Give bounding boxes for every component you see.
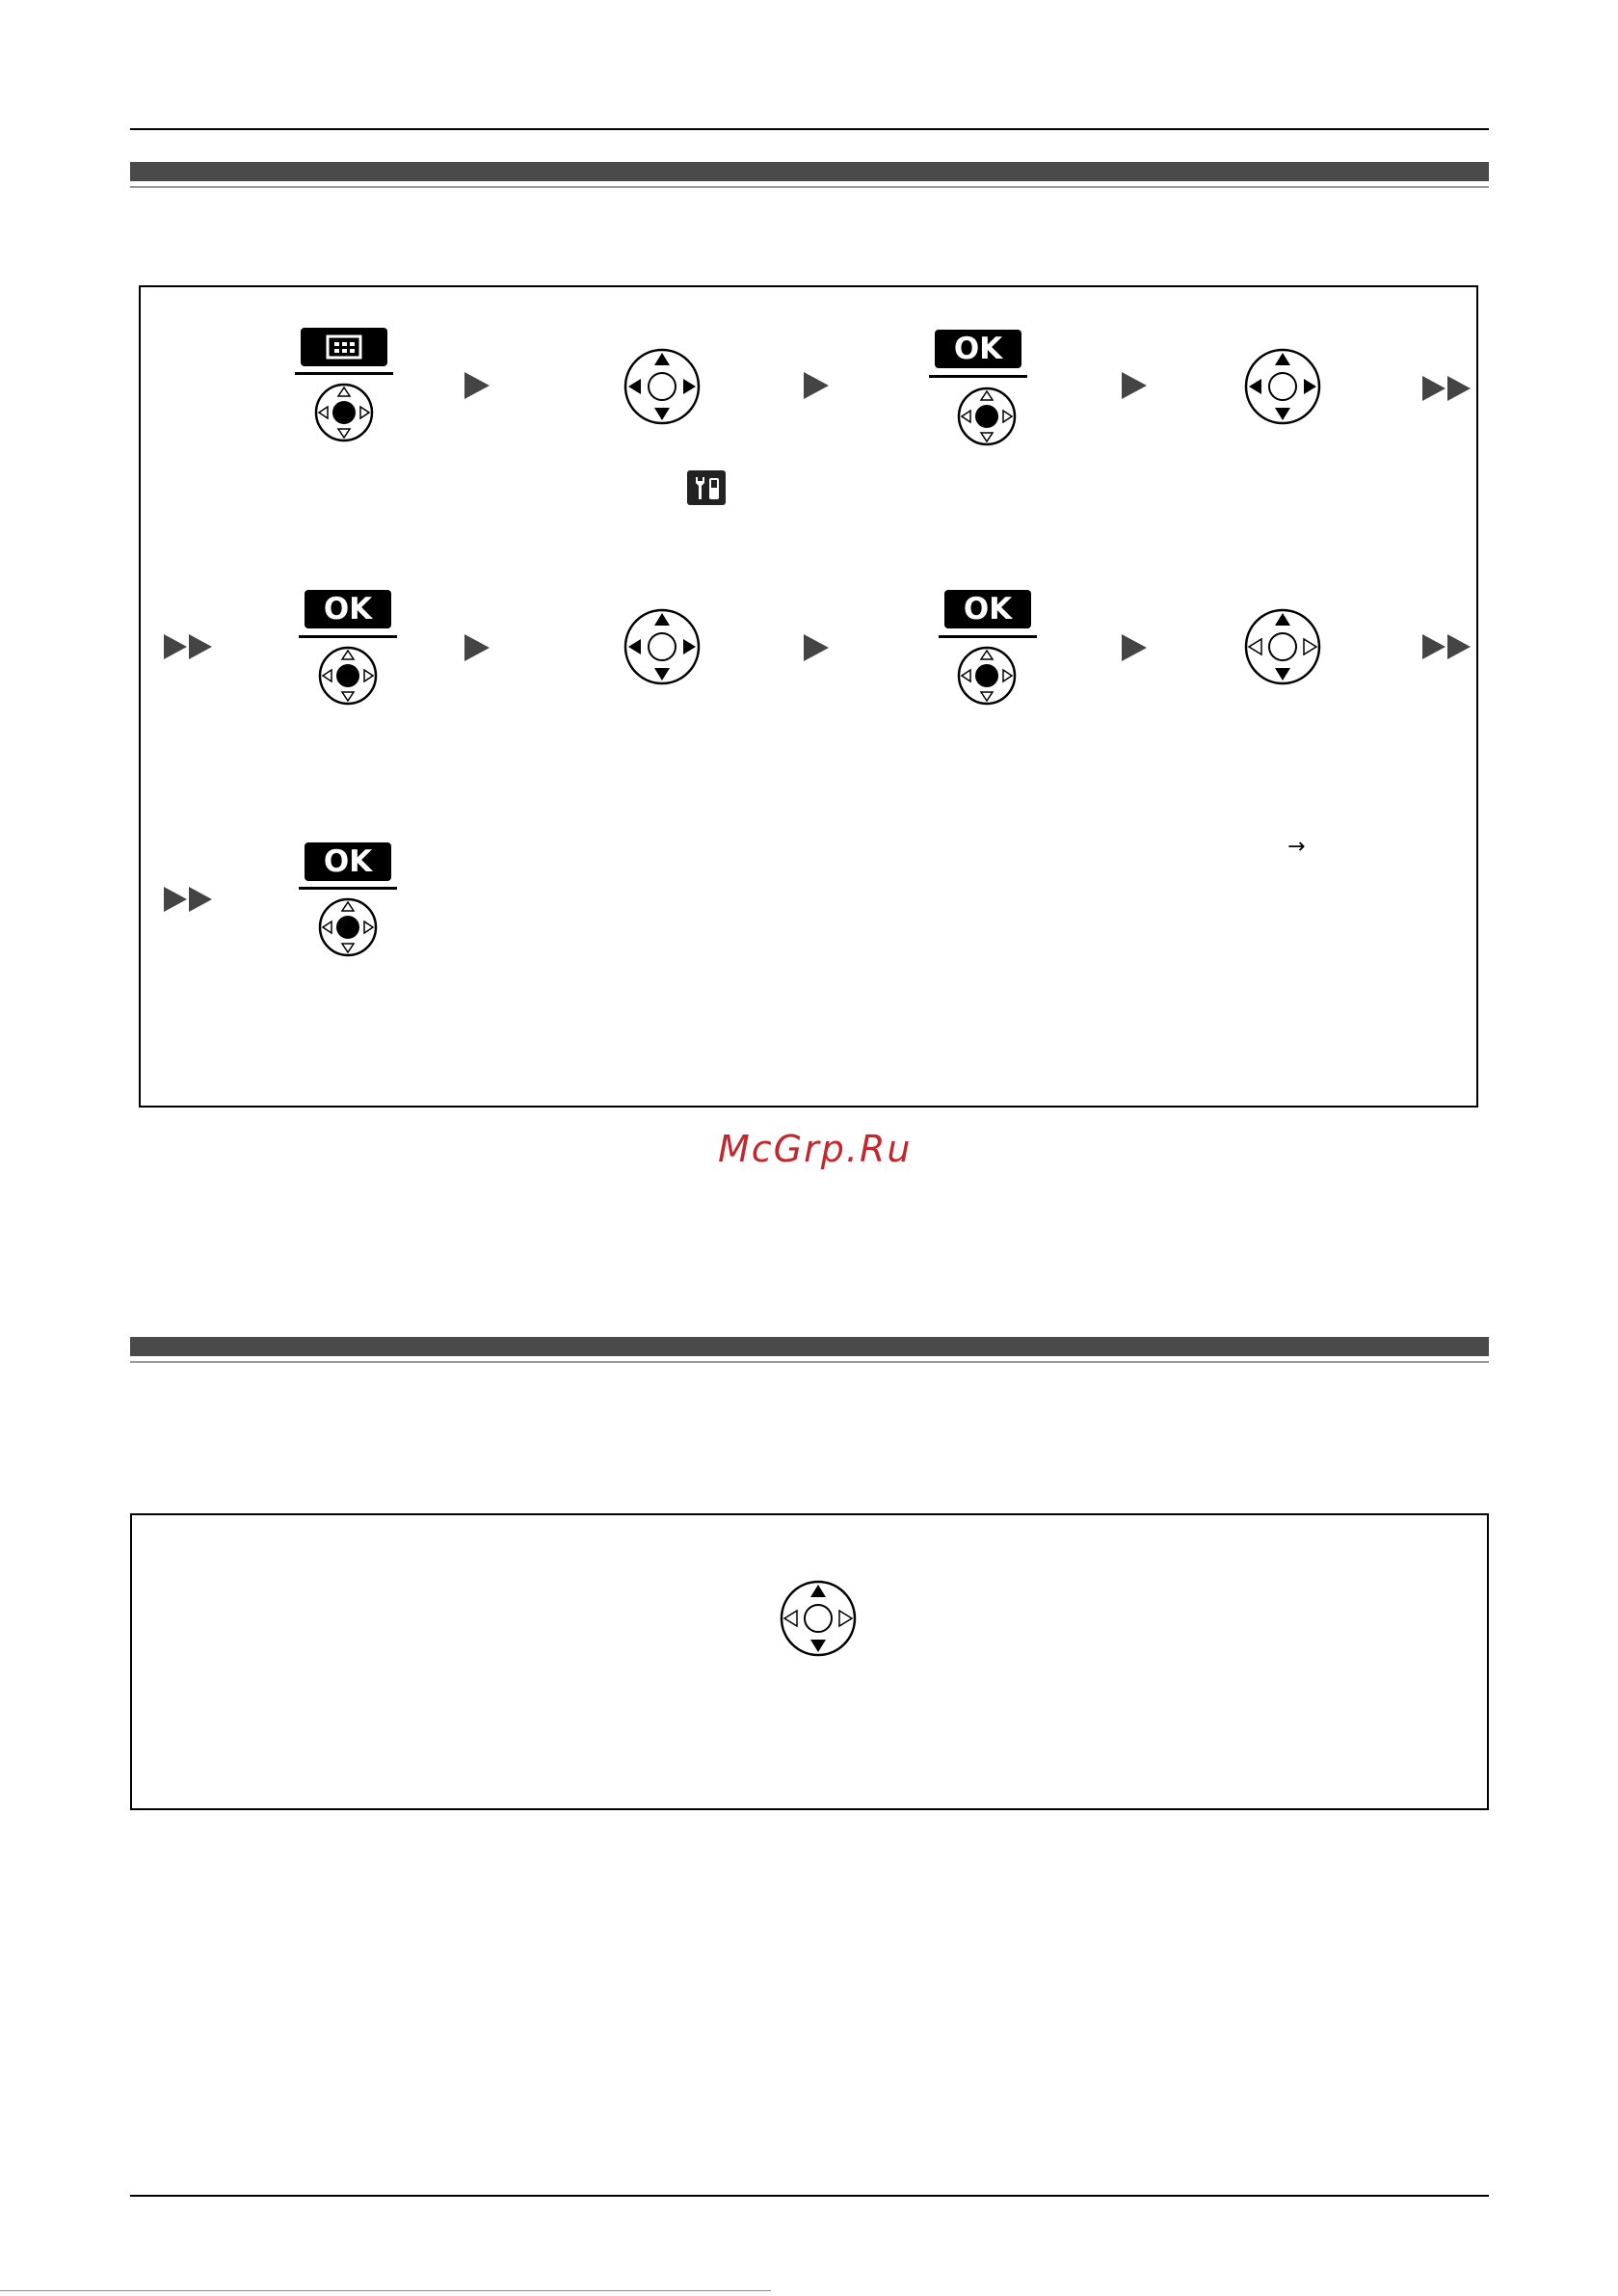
step-arrow-icon <box>463 632 491 663</box>
section-band-1 <box>130 162 1489 181</box>
step-arrow-icon <box>463 370 491 401</box>
nav-pad-up-down <box>1243 607 1322 686</box>
handset-setting-icon <box>687 470 726 509</box>
nav-pad-center-press <box>314 383 374 442</box>
info-box-2 <box>130 1513 1489 1810</box>
section-band-2-underline <box>130 1361 1489 1363</box>
ok-key: OK <box>305 590 391 628</box>
section-band-2 <box>130 1337 1489 1356</box>
step-arrow-icon <box>1120 632 1149 663</box>
nav-pad-center-press <box>957 646 1017 706</box>
nav-pad-all-directions <box>623 607 702 686</box>
ok-key-underline <box>299 635 397 638</box>
header-rule <box>130 128 1489 130</box>
nav-pad-all-directions <box>1243 347 1322 426</box>
nav-pad-all-directions <box>623 347 702 426</box>
ok-key: OK <box>935 330 1021 368</box>
ok-key: OK <box>944 590 1031 628</box>
ok-key-underline <box>939 635 1037 638</box>
continue-arrow-icon <box>1420 632 1474 661</box>
footer-rule <box>130 2195 1489 2197</box>
continue-arrow-icon <box>1420 374 1474 403</box>
nav-pad-up-down <box>779 1579 858 1658</box>
small-right-arrow: → <box>1287 835 1306 859</box>
step-arrow-icon <box>802 632 831 663</box>
step-arrow-icon <box>1120 370 1149 401</box>
menu-key-underline <box>295 372 393 375</box>
section-band-1-underline <box>130 186 1489 188</box>
continue-arrow-icon <box>162 885 216 914</box>
nav-pad-center-press <box>318 897 378 957</box>
menu-grid-icon <box>301 328 387 366</box>
menu-key <box>301 328 387 366</box>
bottom-edge-line <box>0 2290 771 2291</box>
continue-arrow-icon <box>162 632 216 661</box>
ok-key: OK <box>305 842 391 881</box>
watermark: McGrp.Ru <box>718 1128 913 1170</box>
ok-key-underline <box>299 887 397 890</box>
ok-key-underline <box>929 375 1027 378</box>
nav-pad-center-press <box>318 646 378 706</box>
step-arrow-icon <box>802 370 831 401</box>
nav-pad-center-press <box>957 387 1017 446</box>
